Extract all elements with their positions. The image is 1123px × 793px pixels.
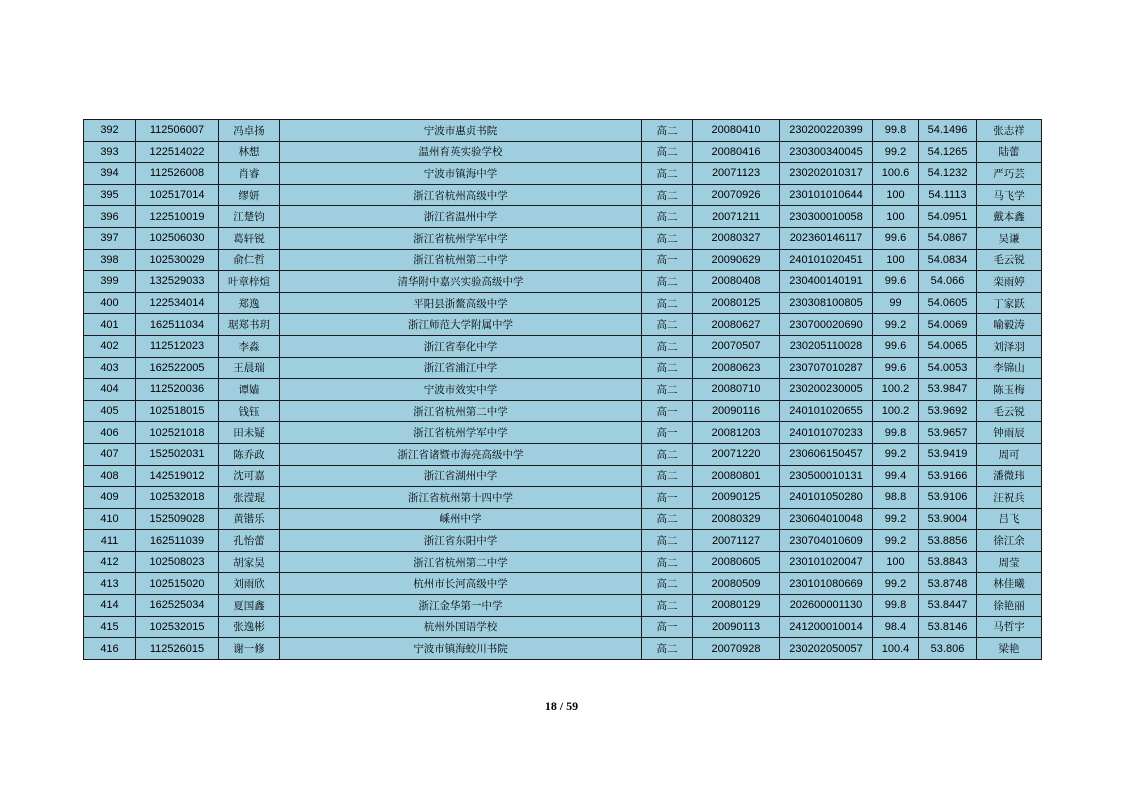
- id-cell: 102518015: [136, 400, 219, 422]
- teacher-cell: 林佳曦: [977, 573, 1042, 595]
- exam-id-cell: 230300340045: [780, 141, 873, 163]
- grade-cell: 高二: [642, 508, 693, 530]
- birthdate-cell: 20080327: [693, 227, 780, 249]
- school-cell: 浙江省诸暨市海亮高级中学: [280, 443, 642, 465]
- score-cell: 99.8: [873, 120, 919, 142]
- score-cell: 100: [873, 249, 919, 271]
- name-cell: 郑逸: [219, 292, 280, 314]
- total-score-cell: 54.0951: [919, 206, 977, 228]
- birthdate-cell: 20071123: [693, 163, 780, 185]
- score-cell: 99.8: [873, 595, 919, 617]
- rank-cell: 410: [84, 508, 136, 530]
- total-score-cell: 53.806: [919, 638, 977, 660]
- grade-cell: 高二: [642, 120, 693, 142]
- score-cell: 99.4: [873, 465, 919, 487]
- exam-id-cell: 230101020047: [780, 551, 873, 573]
- grade-cell: 高二: [642, 465, 693, 487]
- teacher-cell: 吕飞: [977, 508, 1042, 530]
- teacher-cell: 梁艳: [977, 638, 1042, 660]
- name-cell: 张逸彬: [219, 616, 280, 638]
- birthdate-cell: 20080623: [693, 357, 780, 379]
- rank-cell: 404: [84, 379, 136, 401]
- name-cell: 冯卓扬: [219, 120, 280, 142]
- exam-id-cell: 240101020451: [780, 249, 873, 271]
- rank-cell: 407: [84, 443, 136, 465]
- total-score-cell: 53.9166: [919, 465, 977, 487]
- table-row: [84, 249, 1042, 271]
- score-cell: 99.2: [873, 508, 919, 530]
- page-number: 18 / 59: [544, 699, 579, 713]
- teacher-cell: 李锦山: [977, 357, 1042, 379]
- id-cell: 102530029: [136, 249, 219, 271]
- table-row: [84, 422, 1042, 444]
- exam-id-cell: 230500010131: [780, 465, 873, 487]
- school-cell: 宁波市镇海中学: [280, 163, 642, 185]
- table-row: [84, 292, 1042, 314]
- total-score-cell: 53.8843: [919, 551, 977, 573]
- table-row: [84, 120, 1042, 142]
- table-row: [84, 206, 1042, 228]
- exam-id-cell: 241200010014: [780, 616, 873, 638]
- name-cell: 王晨瑞: [219, 357, 280, 379]
- grade-cell: 高一: [642, 400, 693, 422]
- teacher-cell: 丁家跃: [977, 292, 1042, 314]
- name-cell: 江楚钧: [219, 206, 280, 228]
- exam-id-cell: 230101010644: [780, 184, 873, 206]
- score-cell: 99.2: [873, 314, 919, 336]
- school-cell: 浙江金华第一中学: [280, 595, 642, 617]
- score-cell: 98.4: [873, 616, 919, 638]
- school-cell: 浙江省杭州高级中学: [280, 184, 642, 206]
- score-cell: 99.6: [873, 335, 919, 357]
- total-score-cell: 54.066: [919, 271, 977, 293]
- grade-cell: 高二: [642, 379, 693, 401]
- total-score-cell: 54.0065: [919, 335, 977, 357]
- exam-id-cell: 230604010048: [780, 508, 873, 530]
- score-cell: 99.8: [873, 422, 919, 444]
- school-cell: 温州育英实验学校: [280, 141, 642, 163]
- school-cell: 浙江师范大学附属中学: [280, 314, 642, 336]
- id-cell: 122514022: [136, 141, 219, 163]
- exam-id-cell: 230308100805: [780, 292, 873, 314]
- birthdate-cell: 20090116: [693, 400, 780, 422]
- score-cell: 99.6: [873, 357, 919, 379]
- name-cell: 俞仁哲: [219, 249, 280, 271]
- table-row: [84, 379, 1042, 401]
- name-cell: 李淼: [219, 335, 280, 357]
- teacher-cell: 徐艳丽: [977, 595, 1042, 617]
- teacher-cell: 陆蕾: [977, 141, 1042, 163]
- exam-id-cell: 240101070233: [780, 422, 873, 444]
- school-cell: 宁波市效实中学: [280, 379, 642, 401]
- id-cell: 102517014: [136, 184, 219, 206]
- school-cell: 浙江省温州中学: [280, 206, 642, 228]
- table-row: [84, 638, 1042, 660]
- rank-cell: 413: [84, 573, 136, 595]
- rank-cell: 415: [84, 616, 136, 638]
- results-table: [83, 119, 1042, 660]
- rank-cell: 402: [84, 335, 136, 357]
- id-cell: 152502031: [136, 443, 219, 465]
- name-cell: 沈可嘉: [219, 465, 280, 487]
- name-cell: 刘雨欣: [219, 573, 280, 595]
- total-score-cell: 53.9657: [919, 422, 977, 444]
- grade-cell: 高二: [642, 184, 693, 206]
- grade-cell: 高二: [642, 271, 693, 293]
- exam-id-cell: 240101020655: [780, 400, 873, 422]
- table-row: [84, 551, 1042, 573]
- school-cell: 浙江省东阳中学: [280, 530, 642, 552]
- score-cell: 99.2: [873, 443, 919, 465]
- grade-cell: 高二: [642, 595, 693, 617]
- rank-cell: 406: [84, 422, 136, 444]
- results-table-body: [84, 120, 1042, 660]
- teacher-cell: 马飞学: [977, 184, 1042, 206]
- id-cell: 102521018: [136, 422, 219, 444]
- school-cell: 杭州市长河高级中学: [280, 573, 642, 595]
- total-score-cell: 53.8447: [919, 595, 977, 617]
- score-cell: 100.4: [873, 638, 919, 660]
- total-score-cell: 53.9847: [919, 379, 977, 401]
- id-cell: 112526015: [136, 638, 219, 660]
- grade-cell: 高二: [642, 141, 693, 163]
- birthdate-cell: 20080509: [693, 573, 780, 595]
- school-cell: 浙江省杭州第二中学: [280, 551, 642, 573]
- rank-cell: 397: [84, 227, 136, 249]
- birthdate-cell: 20070928: [693, 638, 780, 660]
- school-cell: 浙江省湖州中学: [280, 465, 642, 487]
- birthdate-cell: 20080408: [693, 271, 780, 293]
- name-cell: 缪妍: [219, 184, 280, 206]
- table-row: [84, 314, 1042, 336]
- exam-id-cell: 230205110028: [780, 335, 873, 357]
- table-row: [84, 163, 1042, 185]
- grade-cell: 高二: [642, 227, 693, 249]
- grade-cell: 高二: [642, 638, 693, 660]
- teacher-cell: 刘泽羽: [977, 335, 1042, 357]
- id-cell: 122510019: [136, 206, 219, 228]
- exam-id-cell: 230300010058: [780, 206, 873, 228]
- birthdate-cell: 20080627: [693, 314, 780, 336]
- birthdate-cell: 20070926: [693, 184, 780, 206]
- exam-id-cell: 202360146117: [780, 227, 873, 249]
- table-row: [84, 184, 1042, 206]
- teacher-cell: 徐江余: [977, 530, 1042, 552]
- id-cell: 112520036: [136, 379, 219, 401]
- birthdate-cell: 20080410: [693, 120, 780, 142]
- school-cell: 清华附中嘉兴实验高级中学: [280, 271, 642, 293]
- total-score-cell: 54.1113: [919, 184, 977, 206]
- school-cell: 浙江省杭州第二中学: [280, 249, 642, 271]
- school-cell: 宁波市镇海蛟川书院: [280, 638, 642, 660]
- rank-cell: 408: [84, 465, 136, 487]
- rank-cell: 392: [84, 120, 136, 142]
- birthdate-cell: 20080125: [693, 292, 780, 314]
- table-row: [84, 508, 1042, 530]
- total-score-cell: 54.1496: [919, 120, 977, 142]
- id-cell: 112526008: [136, 163, 219, 185]
- exam-id-cell: 230700020690: [780, 314, 873, 336]
- total-score-cell: 54.0605: [919, 292, 977, 314]
- id-cell: 162522005: [136, 357, 219, 379]
- score-cell: 99.6: [873, 227, 919, 249]
- grade-cell: 高二: [642, 292, 693, 314]
- name-cell: 张滢琨: [219, 487, 280, 509]
- rank-cell: 412: [84, 551, 136, 573]
- grade-cell: 高二: [642, 314, 693, 336]
- total-score-cell: 54.1232: [919, 163, 977, 185]
- name-cell: 田未疑: [219, 422, 280, 444]
- teacher-cell: 吴谦: [977, 227, 1042, 249]
- teacher-cell: 汪祝兵: [977, 487, 1042, 509]
- table-row: [84, 487, 1042, 509]
- rank-cell: 394: [84, 163, 136, 185]
- total-score-cell: 53.9106: [919, 487, 977, 509]
- grade-cell: 高一: [642, 422, 693, 444]
- id-cell: 102515020: [136, 573, 219, 595]
- id-cell: 102532018: [136, 487, 219, 509]
- teacher-cell: 潘微玮: [977, 465, 1042, 487]
- total-score-cell: 53.9004: [919, 508, 977, 530]
- exam-id-cell: 230200220399: [780, 120, 873, 142]
- exam-id-cell: 230200230005: [780, 379, 873, 401]
- teacher-cell: 毛云锐: [977, 249, 1042, 271]
- exam-id-cell: 240101050280: [780, 487, 873, 509]
- id-cell: 152509028: [136, 508, 219, 530]
- school-cell: 浙江省奉化中学: [280, 335, 642, 357]
- total-score-cell: 54.0834: [919, 249, 977, 271]
- score-cell: 99.2: [873, 530, 919, 552]
- score-cell: 99.2: [873, 141, 919, 163]
- birthdate-cell: 20071220: [693, 443, 780, 465]
- name-cell: 谢一修: [219, 638, 280, 660]
- school-cell: 浙江省杭州学军中学: [280, 422, 642, 444]
- exam-id-cell: 230101080669: [780, 573, 873, 595]
- birthdate-cell: 20090125: [693, 487, 780, 509]
- teacher-cell: 毛云锐: [977, 400, 1042, 422]
- teacher-cell: 栾雨婷: [977, 271, 1042, 293]
- grade-cell: 高二: [642, 530, 693, 552]
- total-score-cell: 53.9692: [919, 400, 977, 422]
- school-cell: 浙江省杭州学军中学: [280, 227, 642, 249]
- rank-cell: 400: [84, 292, 136, 314]
- table-row: [84, 400, 1042, 422]
- exam-id-cell: 230704010609: [780, 530, 873, 552]
- score-cell: 99.2: [873, 573, 919, 595]
- score-cell: 100: [873, 184, 919, 206]
- teacher-cell: 钟雨辰: [977, 422, 1042, 444]
- school-cell: 杭州外国语学校: [280, 616, 642, 638]
- exam-id-cell: 230707010287: [780, 357, 873, 379]
- grade-cell: 高二: [642, 551, 693, 573]
- birthdate-cell: 20070507: [693, 335, 780, 357]
- total-score-cell: 54.0867: [919, 227, 977, 249]
- total-score-cell: 54.1265: [919, 141, 977, 163]
- table-row: [84, 271, 1042, 293]
- name-cell: 孔怡蕾: [219, 530, 280, 552]
- name-cell: 黄锴乐: [219, 508, 280, 530]
- total-score-cell: 53.8748: [919, 573, 977, 595]
- rank-cell: 403: [84, 357, 136, 379]
- teacher-cell: 陈玉梅: [977, 379, 1042, 401]
- table-row: [84, 573, 1042, 595]
- exam-id-cell: 230606150457: [780, 443, 873, 465]
- teacher-cell: 周莹: [977, 551, 1042, 573]
- score-cell: 100: [873, 206, 919, 228]
- table-row: [84, 530, 1042, 552]
- school-cell: 浙江省杭州第二中学: [280, 400, 642, 422]
- name-cell: 肖睿: [219, 163, 280, 185]
- score-cell: 100: [873, 551, 919, 573]
- grade-cell: 高一: [642, 487, 693, 509]
- teacher-cell: 周可: [977, 443, 1042, 465]
- school-cell: 平阳县浙鳌高级中学: [280, 292, 642, 314]
- id-cell: 122534014: [136, 292, 219, 314]
- birthdate-cell: 20080329: [693, 508, 780, 530]
- exam-id-cell: 230202010317: [780, 163, 873, 185]
- school-cell: 浙江省杭州第十四中学: [280, 487, 642, 509]
- teacher-cell: 戴本鑫: [977, 206, 1042, 228]
- teacher-cell: 张志祥: [977, 120, 1042, 142]
- table-row: [84, 141, 1042, 163]
- name-cell: 陈乔政: [219, 443, 280, 465]
- name-cell: 林想: [219, 141, 280, 163]
- name-cell: 夏国鑫: [219, 595, 280, 617]
- teacher-cell: 喻毅涛: [977, 314, 1042, 336]
- total-score-cell: 53.9419: [919, 443, 977, 465]
- id-cell: 142519012: [136, 465, 219, 487]
- rank-cell: 396: [84, 206, 136, 228]
- id-cell: 132529033: [136, 271, 219, 293]
- birthdate-cell: 20080605: [693, 551, 780, 573]
- table-row: [84, 335, 1042, 357]
- total-score-cell: 53.8856: [919, 530, 977, 552]
- table-row: [84, 595, 1042, 617]
- birthdate-cell: 20080416: [693, 141, 780, 163]
- school-cell: 宁波市惠贞书院: [280, 120, 642, 142]
- birthdate-cell: 20090113: [693, 616, 780, 638]
- exam-id-cell: 230400140191: [780, 271, 873, 293]
- birthdate-cell: 20071211: [693, 206, 780, 228]
- score-cell: 100.6: [873, 163, 919, 185]
- exam-id-cell: 230202050057: [780, 638, 873, 660]
- id-cell: 102508023: [136, 551, 219, 573]
- grade-cell: 高一: [642, 616, 693, 638]
- grade-cell: 高二: [642, 335, 693, 357]
- school-cell: 嵊州中学: [280, 508, 642, 530]
- grade-cell: 高一: [642, 249, 693, 271]
- table-row: [84, 465, 1042, 487]
- id-cell: 162511039: [136, 530, 219, 552]
- id-cell: 112506007: [136, 120, 219, 142]
- rank-cell: 411: [84, 530, 136, 552]
- score-cell: 99: [873, 292, 919, 314]
- table-row: [84, 616, 1042, 638]
- exam-id-cell: 202600001130: [780, 595, 873, 617]
- grade-cell: 高二: [642, 206, 693, 228]
- rank-cell: 395: [84, 184, 136, 206]
- score-cell: 99.6: [873, 271, 919, 293]
- rank-cell: 414: [84, 595, 136, 617]
- rank-cell: 405: [84, 400, 136, 422]
- rank-cell: 416: [84, 638, 136, 660]
- score-cell: 100.2: [873, 400, 919, 422]
- total-score-cell: 53.8146: [919, 616, 977, 638]
- teacher-cell: 严巧芸: [977, 163, 1042, 185]
- grade-cell: 高二: [642, 443, 693, 465]
- grade-cell: 高二: [642, 357, 693, 379]
- grade-cell: 高二: [642, 163, 693, 185]
- grade-cell: 高二: [642, 573, 693, 595]
- name-cell: 琚郑书玥: [219, 314, 280, 336]
- rank-cell: 409: [84, 487, 136, 509]
- birthdate-cell: 20080801: [693, 465, 780, 487]
- total-score-cell: 54.0069: [919, 314, 977, 336]
- teacher-cell: 马哲宇: [977, 616, 1042, 638]
- rank-cell: 399: [84, 271, 136, 293]
- name-cell: 胡家昊: [219, 551, 280, 573]
- id-cell: 162511034: [136, 314, 219, 336]
- rank-cell: 398: [84, 249, 136, 271]
- birthdate-cell: 20081203: [693, 422, 780, 444]
- table-row: [84, 443, 1042, 465]
- id-cell: 102506030: [136, 227, 219, 249]
- birthdate-cell: 20071127: [693, 530, 780, 552]
- table-row: [84, 227, 1042, 249]
- score-cell: 98.8: [873, 487, 919, 509]
- school-cell: 浙江省浦江中学: [280, 357, 642, 379]
- birthdate-cell: 20080129: [693, 595, 780, 617]
- rank-cell: 401: [84, 314, 136, 336]
- id-cell: 162525034: [136, 595, 219, 617]
- birthdate-cell: 20080710: [693, 379, 780, 401]
- name-cell: 叶章梓煊: [219, 271, 280, 293]
- name-cell: 钱钰: [219, 400, 280, 422]
- name-cell: 葛轩锐: [219, 227, 280, 249]
- birthdate-cell: 20090629: [693, 249, 780, 271]
- score-cell: 100.2: [873, 379, 919, 401]
- name-cell: 谭嫱: [219, 379, 280, 401]
- table-row: [84, 357, 1042, 379]
- id-cell: 112512023: [136, 335, 219, 357]
- id-cell: 102532015: [136, 616, 219, 638]
- rank-cell: 393: [84, 141, 136, 163]
- total-score-cell: 54.0053: [919, 357, 977, 379]
